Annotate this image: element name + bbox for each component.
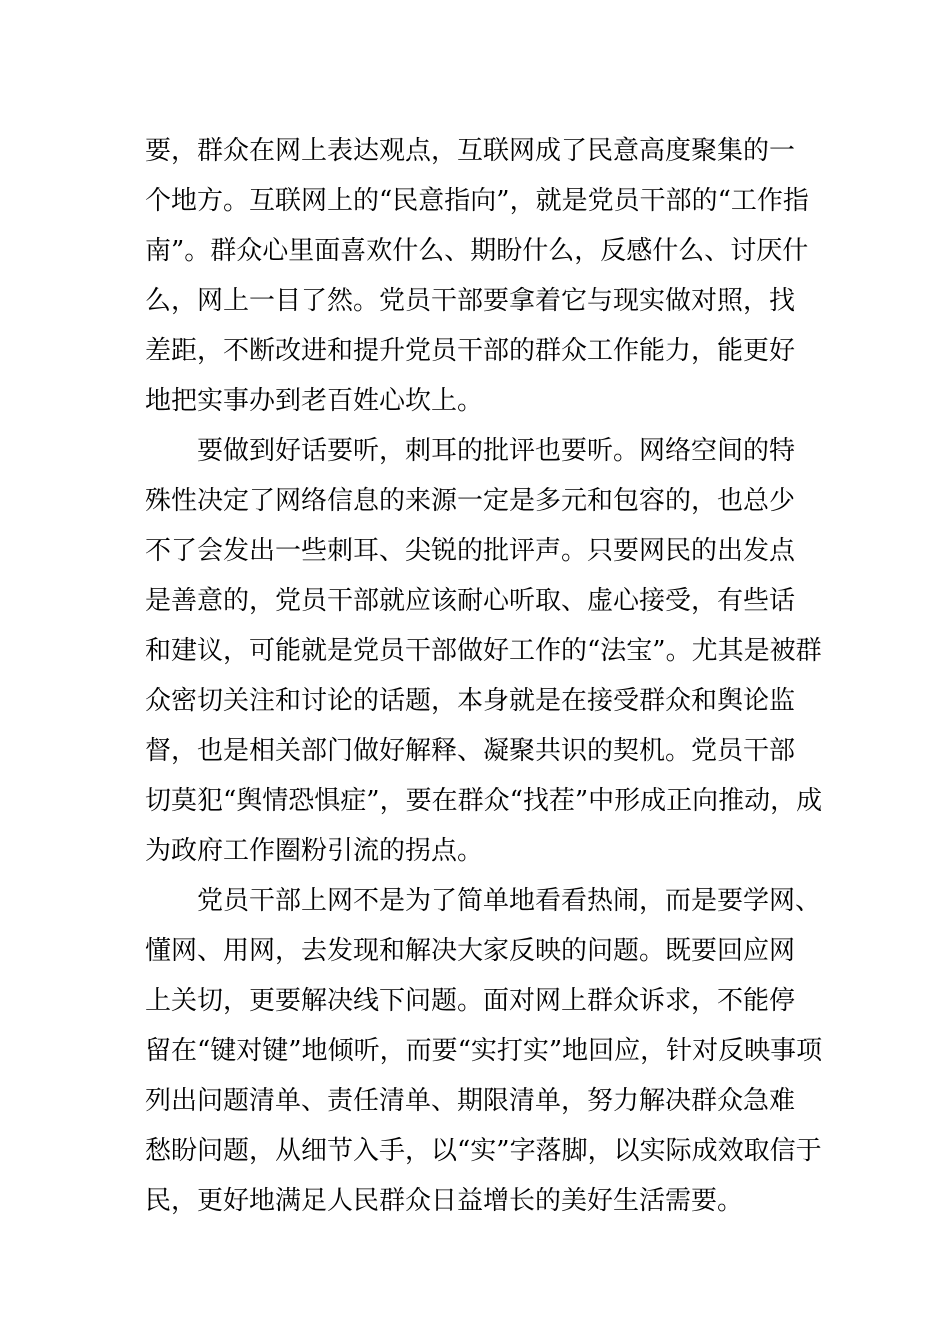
text-line: 众密切关注和讨论的话题，本身就是在接受群众和舆论监 [145, 686, 796, 716]
text-line: 不了会发出一些刺耳、尖锐的批评声。只要网民的出发点 [145, 536, 796, 566]
text-line: 上关切，更要解决线下问题。面对网上群众诉求，不能停 [145, 986, 796, 1016]
text-line: 么，网上一目了然。党员干部要拿着它与现实做对照，找 [145, 286, 796, 316]
text-line: 差距，不断改进和提升党员干部的群众工作能力，能更好 [145, 336, 796, 366]
text-line: 地把实事办到老百姓心坎上。 [145, 386, 484, 416]
text-line: 民，更好地满足人民群众日益增长的美好生活需要。 [145, 1186, 744, 1216]
text-line: 列出问题清单、责任清单、期限清单，努力解决群众急难 [145, 1086, 796, 1116]
paragraph-3 [145, 876, 825, 1226]
text-line: 殊性决定了网络信息的来源一定是多元和包容的，也总少 [145, 486, 796, 516]
text-line: 为政府工作圈粉引流的拐点。 [145, 836, 484, 866]
text-line: 党员干部上网不是为了简单地看看热闹，而是要学网、 [197, 886, 822, 916]
text-line: 要做到好话要听，刺耳的批评也要听。网络空间的特 [197, 436, 796, 466]
text-line: 留在“键对键”地倾听，而要“实打实”地回应，针对反映事项 [145, 1036, 823, 1066]
text-line: 要，群众在网上表达观点，互联网成了民意高度聚集的一 [145, 136, 796, 166]
text-line: 和建议，可能就是党员干部做好工作的“法宝”。尤其是被群 [145, 636, 822, 666]
document-body [145, 126, 825, 1226]
text-line: 南”。群众心里面喜欢什么、期盼什么，反感什么、讨厌什 [145, 236, 809, 266]
paragraph-2 [145, 426, 825, 876]
text-line: 愁盼问题，从细节入手，以“实”字落脚，以实际成效取信于 [145, 1136, 822, 1166]
text-line: 个地方。互联网上的“民意指向”，就是党员干部的“工作指 [145, 186, 809, 216]
text-line: 懂网、用网，去发现和解决大家反映的问题。既要回应网 [145, 936, 796, 966]
text-line: 切莫犯“舆情恐惧症”，要在群众“找茬”中形成正向推动，成 [145, 786, 823, 816]
paragraph-1 [145, 126, 825, 426]
text-line: 是善意的，党员干部就应该耐心听取、虚心接受，有些话 [145, 586, 796, 616]
text-line: 督，也是相关部门做好解释、凝聚共识的契机。党员干部 [145, 736, 796, 766]
